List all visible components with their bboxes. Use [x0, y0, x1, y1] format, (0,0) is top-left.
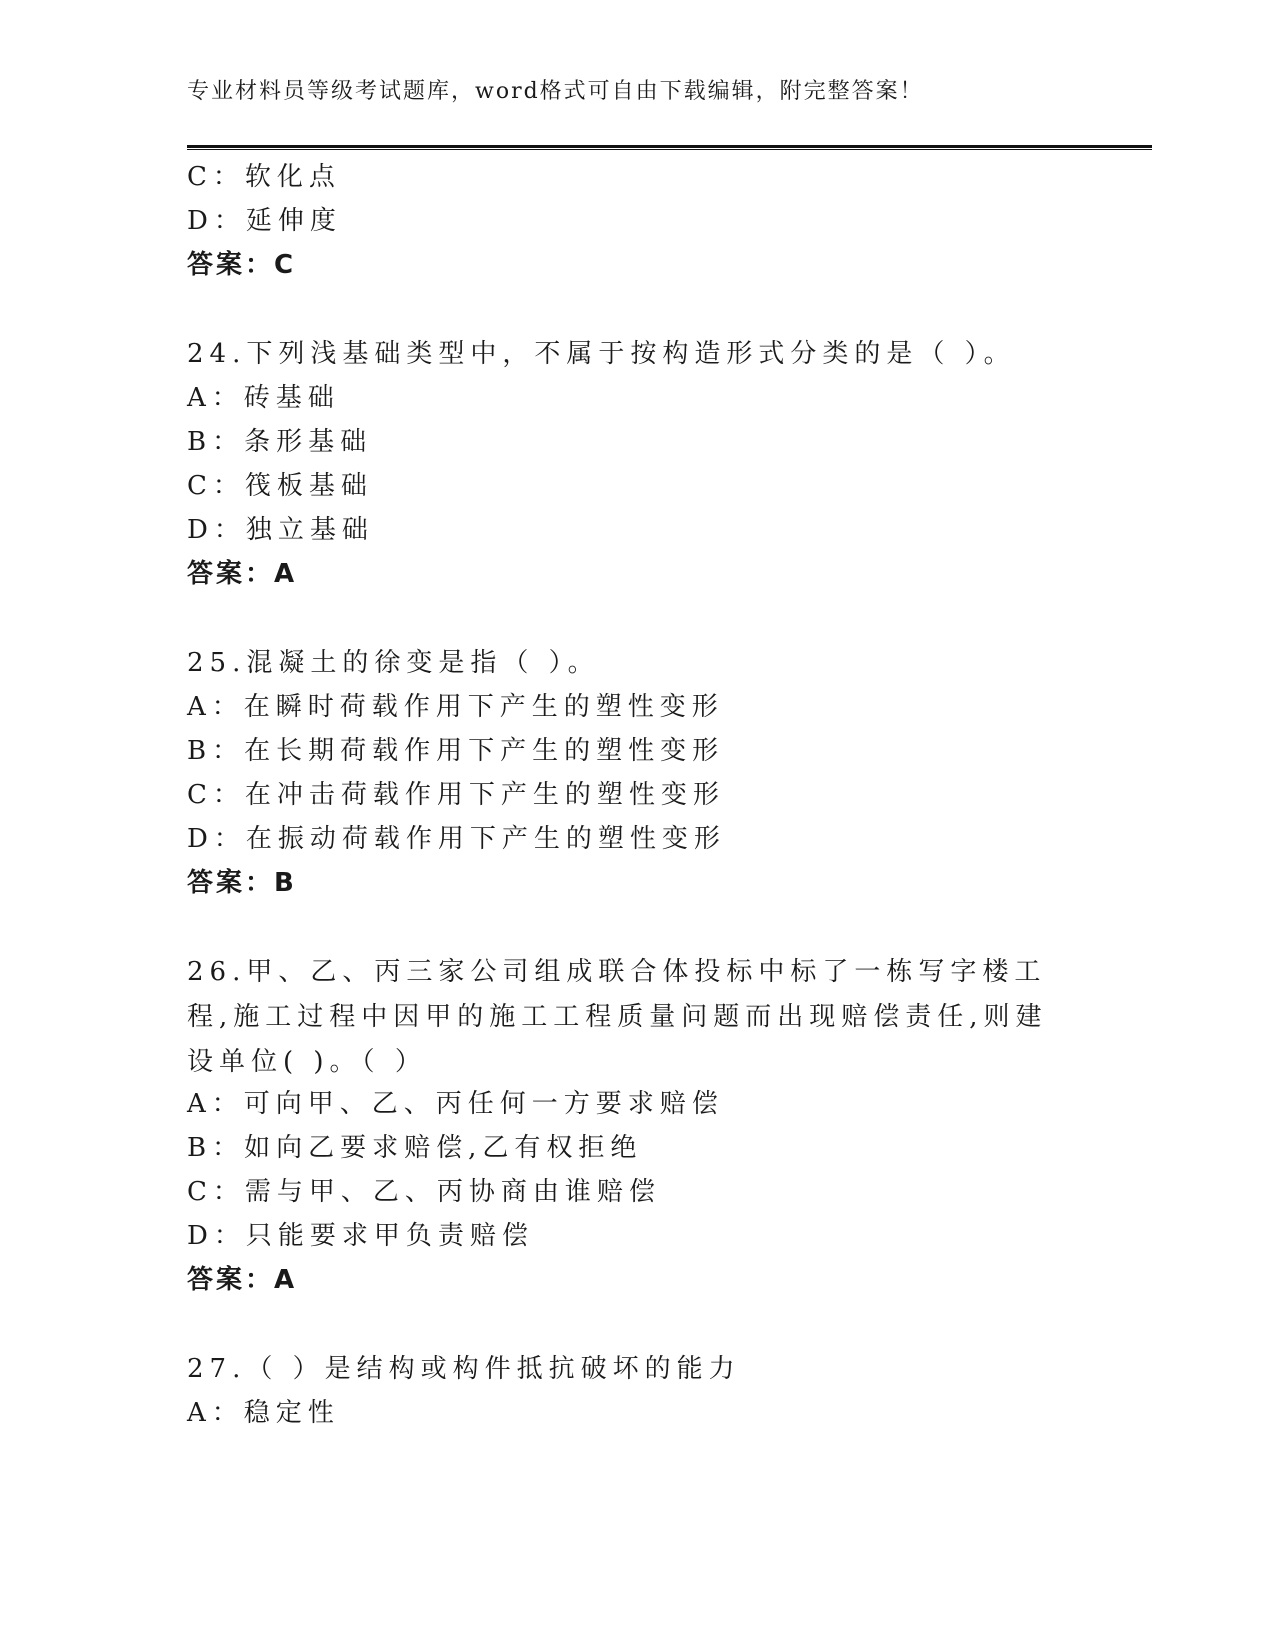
- answer: 答案：B: [187, 868, 297, 898]
- question-stem: 26.甲、乙、丙三家公司组成联合体投标中标了一栋写字楼工程,施工过程中因甲的施工工程质量问题而出现赔偿责任,则建设单位( )。（ ）: [187, 957, 1048, 1077]
- page-header: 专业材料员等级考试题库，word格式可自由下载编辑，附完整答案！: [187, 79, 924, 104]
- option-c: C：在冲击荷载作用下产生的塑性变形: [187, 780, 725, 810]
- option-a: A：在瞬时荷载作用下产生的塑性变形: [187, 692, 724, 722]
- header-divider: [187, 145, 1152, 150]
- question-stem: 24.下列浅基础类型中，不属于按构造形式分类的是（ ）。: [187, 339, 1016, 369]
- answer: 答案：A: [187, 559, 298, 589]
- answer: 答案：C: [187, 250, 297, 280]
- option-b: B：在长期荷载作用下产生的塑性变形: [187, 736, 725, 766]
- option-d: D：在振动荷载作用下产生的塑性变形: [187, 824, 726, 854]
- option-b: B：如向乙要求赔偿,乙有权拒绝: [187, 1133, 643, 1163]
- option-b: B：条形基础: [187, 427, 373, 457]
- question-stem: 25.混凝土的徐变是指（ ）。: [187, 648, 600, 678]
- option-c: C：需与甲、乙、丙协商由谁赔偿: [187, 1177, 661, 1207]
- option-d: D：延伸度: [187, 206, 342, 236]
- option-a: A：可向甲、乙、丙任何一方要求赔偿: [187, 1089, 724, 1119]
- option-d: D：独立基础: [187, 515, 374, 545]
- answer: 答案：A: [187, 1265, 298, 1295]
- option-c: C：软化点: [187, 162, 341, 192]
- question-stem: 27.（ ）是结构或构件抵抗破坏的能力: [187, 1354, 741, 1384]
- option-c: C：筏板基础: [187, 471, 373, 501]
- option-a: A：稳定性: [187, 1398, 340, 1428]
- option-a: A：砖基础: [187, 383, 340, 413]
- option-d: D：只能要求甲负责赔偿: [187, 1221, 534, 1251]
